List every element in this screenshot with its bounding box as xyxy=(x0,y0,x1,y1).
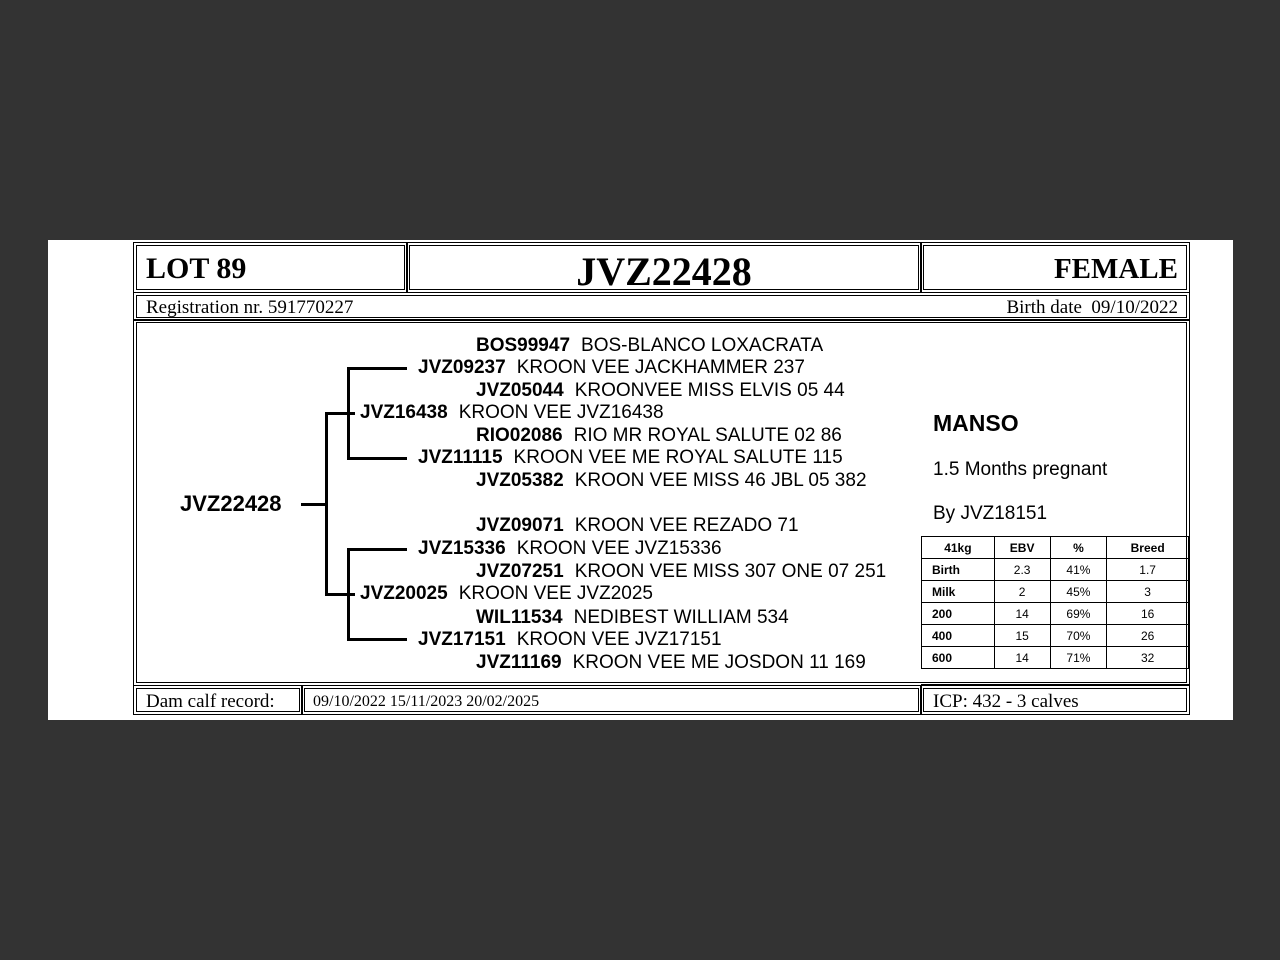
dam-connector xyxy=(325,593,355,596)
sire-dam-sire: RIO02086 RIO MR ROYAL SALUTE 02 86 xyxy=(476,425,842,446)
dam-sire-sire: JVZ09071 KROON VEE REZADO 71 xyxy=(476,515,799,536)
sire-dam-dam: JVZ05382 KROON VEE MISS 46 JBL 05 382 xyxy=(476,470,867,491)
subject-connector xyxy=(301,503,326,506)
lot-card xyxy=(48,240,1233,720)
dam: JVZ20025 KROON VEE JVZ2025 xyxy=(360,583,653,604)
dam-sire: JVZ15336 KROON VEE JVZ15336 xyxy=(418,538,722,559)
dam-dam: JVZ17151 KROON VEE JVZ17151 xyxy=(418,629,722,650)
table-row: Milk 2 45% 3 xyxy=(922,581,1189,603)
dam-calf-dates: 09/10/2022 15/11/2023 20/02/2025 xyxy=(313,693,540,710)
pregnancy-status: 1.5 Months pregnant xyxy=(933,459,1108,480)
ebv-header-row xyxy=(922,537,1189,559)
table-row: 600 14 71% 32 xyxy=(922,647,1189,669)
birth-date: Birth date 09/10/2022 xyxy=(1006,297,1178,318)
ebv-table xyxy=(921,536,1189,669)
dam-branch-vertical xyxy=(347,548,350,641)
dam-sire-dam: JVZ07251 KROON VEE MISS 307 ONE 07 251 xyxy=(476,561,887,582)
sire-sire-sire: BOS99947 BOS-BLANCO LOXACRATA xyxy=(476,335,824,356)
pedigree-subject: JVZ22428 xyxy=(180,491,282,516)
lot-box xyxy=(133,242,408,293)
animal-id-box xyxy=(406,242,922,293)
dam-calf-label: Dam calf record: xyxy=(146,691,275,712)
sire-sire-connector xyxy=(347,367,407,370)
dam-sire-connector xyxy=(347,548,407,551)
ebv-header-breed: Breed xyxy=(1107,537,1189,559)
sire-dam-connector xyxy=(347,457,407,460)
sire-dam: JVZ11115 KROON VEE ME ROYAL SALUTE 115 xyxy=(418,447,843,468)
icp-box xyxy=(920,685,1190,715)
status-label: MANSO xyxy=(933,410,1019,436)
service-sire: By JVZ18151 xyxy=(933,503,1048,524)
ebv-header-weight: 41kg xyxy=(922,537,995,559)
table-row: 400 15 70% 26 xyxy=(922,625,1189,647)
registration-box xyxy=(133,292,1190,321)
sire: JVZ16438 KROON VEE JVZ16438 xyxy=(360,402,664,423)
table-row: 200 14 69% 16 xyxy=(922,603,1189,625)
icp-value: ICP: 432 - 3 calves xyxy=(933,691,1079,712)
lot-number: LOT 89 xyxy=(146,252,247,285)
parents-vertical xyxy=(325,412,328,596)
sire-branch-vertical xyxy=(347,367,350,460)
sire-sire: JVZ09237 KROON VEE JACKHAMMER 237 xyxy=(418,357,805,378)
table-row: Birth 2.3 41% 1.7 xyxy=(922,559,1189,581)
ebv-header-ebv: EBV xyxy=(994,537,1050,559)
animal-id-title: JVZ22428 xyxy=(576,249,752,294)
dam-calf-dates-box xyxy=(301,685,922,715)
registration-number: Registration nr. 591770227 xyxy=(146,297,354,318)
sire-sire-dam: JVZ05044 KROONVEE MISS ELVIS 05 44 xyxy=(476,380,845,401)
sex-label: FEMALE xyxy=(1053,253,1178,285)
ebv-header-percent: % xyxy=(1050,537,1107,559)
sire-connector xyxy=(325,412,355,415)
dam-calf-label-box xyxy=(133,685,303,715)
dam-dam-sire: WIL11534 NEDIBEST WILLIAM 534 xyxy=(476,607,789,628)
sex-box xyxy=(920,242,1190,293)
dam-dam-dam: JVZ11169 KROON VEE ME JOSDON 11 169 xyxy=(476,652,866,673)
dam-dam-connector xyxy=(347,638,407,641)
